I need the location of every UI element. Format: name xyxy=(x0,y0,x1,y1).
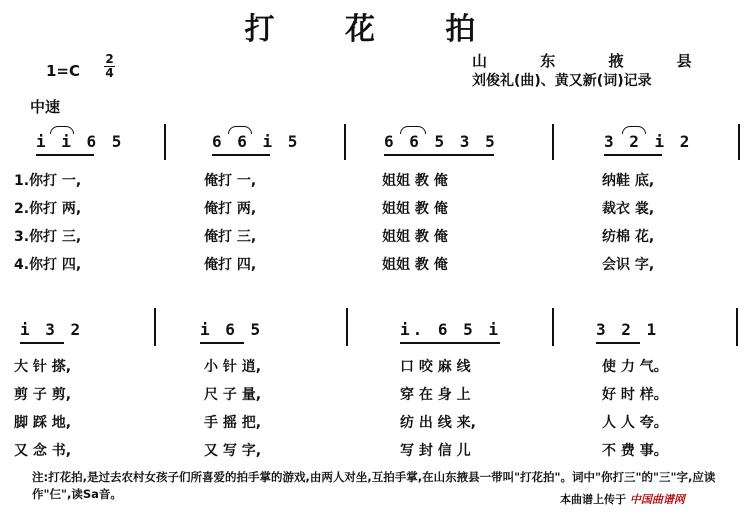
lyric: 好 时 样。 xyxy=(602,387,668,403)
beam xyxy=(36,154,94,156)
lyric: 手 摇 把, xyxy=(204,415,262,431)
lyric: 脚 踩 地, xyxy=(14,415,72,431)
barline xyxy=(736,308,738,346)
barline xyxy=(552,308,554,346)
lyric: 不 费 事。 xyxy=(602,443,668,459)
lyric: 4.你打 四, xyxy=(14,257,82,273)
row1-measure-4: 3 2 i 2 xyxy=(604,132,693,151)
upload-notice xyxy=(560,491,685,507)
barline xyxy=(552,124,554,160)
origin-label: 山 东 掖 县 xyxy=(472,52,716,70)
lyric: 口 咬 麻 线 xyxy=(400,359,471,375)
slur xyxy=(622,126,646,134)
lyric: 纺棉 花, xyxy=(602,229,655,245)
barline xyxy=(154,308,156,346)
upload-prefix: 本曲谱上传于 xyxy=(560,493,626,506)
lyric: 裁衣 裳, xyxy=(602,201,655,217)
lyric: 俺打 一, xyxy=(204,173,257,189)
lyric: 剪 子 剪, xyxy=(14,387,72,403)
row2-measure-4: 3 2 1 xyxy=(596,320,660,339)
lyric: 纺 出 线 来, xyxy=(400,415,476,431)
site-logo[interactable]: 中国曲谱网 xyxy=(629,493,685,506)
row2-measure-1: i 3 2 xyxy=(20,320,84,339)
lyric: 又 念 书, xyxy=(14,443,72,459)
row1-measure-1: i i 6 5 xyxy=(36,132,125,151)
barline xyxy=(164,124,166,160)
lyric: 穿 在 身 上 xyxy=(400,387,471,403)
lyric: 会识 字, xyxy=(602,257,655,273)
lyric: 俺打 两, xyxy=(204,201,257,217)
footnote: 注:打花拍,是过去农村女孩子们所喜爱的拍手掌的游戏,由两人对坐,互拍手掌,在山东掖县一带叫"打花拍"。词中"你打三"的"三"字,应读作"仨",读Sa音。 xyxy=(32,470,716,501)
lyric: 姐姐 教 俺 xyxy=(382,201,448,217)
song-title: 打 花 拍 xyxy=(244,12,506,47)
time-signature xyxy=(104,54,115,79)
beam xyxy=(212,154,270,156)
lyric: 纳鞋 底, xyxy=(602,173,655,189)
lyric: 3.你打 三, xyxy=(14,229,82,245)
beam xyxy=(604,154,662,156)
lyric: 姐姐 教 俺 xyxy=(382,257,448,273)
row2-measure-2: i 6 5 xyxy=(200,320,264,339)
lyric: 2.你打 两, xyxy=(14,201,82,217)
row1-measure-2: 6 6 i 5 xyxy=(212,132,301,151)
lyric: 尺 子 量, xyxy=(204,387,262,403)
row2-measure-3: i. 6 5 i xyxy=(400,320,502,339)
lyric: 大 针 搽, xyxy=(14,359,72,375)
lyric: 俺打 三, xyxy=(204,229,257,245)
lyric: 1.你打 一, xyxy=(14,173,82,189)
meter-top: 2 xyxy=(105,52,114,66)
row1-measure-3: 6 6 5 3 5 xyxy=(384,132,498,151)
lyric: 写 封 信 儿 xyxy=(400,443,471,459)
barline xyxy=(346,308,348,346)
lyric: 小 针 逍, xyxy=(204,359,262,375)
lyric: 人 人 夸。 xyxy=(602,415,668,431)
beam xyxy=(596,342,640,344)
lyric: 又 写 字, xyxy=(204,443,262,459)
lyric: 使 力 气。 xyxy=(602,359,668,375)
slur xyxy=(50,126,74,134)
tempo-marking: 中速 xyxy=(30,98,61,116)
beam xyxy=(200,342,244,344)
credit-label: 刘俊礼(曲)、黄又新(词)记录 xyxy=(472,73,652,89)
key-signature: 1=C xyxy=(46,62,81,80)
beam xyxy=(20,342,64,344)
lyric: 俺打 四, xyxy=(204,257,257,273)
lyric: 姐姐 教 俺 xyxy=(382,229,448,245)
lyric: 姐姐 教 俺 xyxy=(382,173,448,189)
barline xyxy=(344,124,346,160)
slur xyxy=(400,126,426,134)
beam xyxy=(384,154,494,156)
beam xyxy=(400,342,500,344)
barline xyxy=(738,124,740,160)
slur xyxy=(228,126,252,134)
meter-bottom: 4 xyxy=(105,66,114,80)
